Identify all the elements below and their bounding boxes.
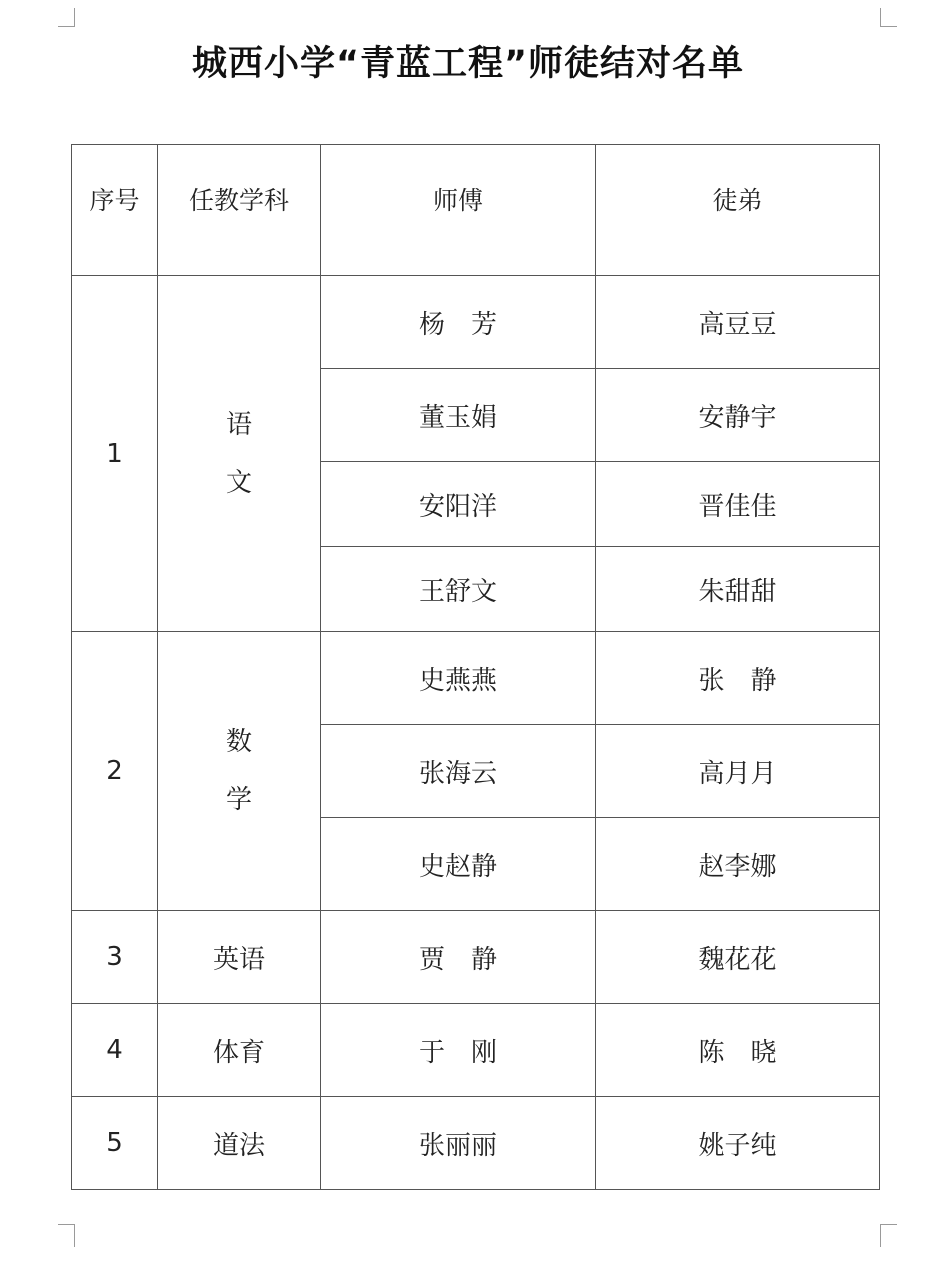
mentor-cell: 史赵静	[321, 818, 596, 911]
apprentice-cell: 朱甜甜	[596, 547, 880, 632]
group-subject	[158, 632, 321, 911]
crop-mark-bottom-left	[58, 1224, 75, 1247]
mentor-cell: 张丽丽	[321, 1097, 596, 1190]
mentor-cell: 史燕燕	[321, 632, 596, 725]
header-index: 序号	[72, 145, 158, 276]
group-subject: 英语	[158, 911, 321, 1004]
subject-char: 语	[225, 409, 252, 440]
apprentice-cell: 高豆豆	[596, 276, 880, 369]
header-subject: 任教学科	[158, 145, 321, 276]
header-apprentice: 徒弟	[596, 145, 880, 276]
mentor-cell: 安阳洋	[321, 462, 596, 547]
subject-char: 文	[225, 467, 252, 498]
table-row	[72, 911, 880, 1004]
apprentice-cell: 安静宇	[596, 369, 880, 462]
apprentice-cell: 姚子纯	[596, 1097, 880, 1190]
mentor-cell: 于 刚	[321, 1004, 596, 1097]
mentor-pairing-table	[71, 144, 880, 1190]
table-row	[72, 276, 880, 369]
mentor-cell: 董玉娟	[321, 369, 596, 462]
apprentice-cell: 晋佳佳	[596, 462, 880, 547]
apprentice-cell: 高月月	[596, 725, 880, 818]
apprentice-cell: 赵李娜	[596, 818, 880, 911]
group-index: 3	[72, 911, 158, 1004]
table-row	[72, 1004, 880, 1097]
mentor-cell: 张海云	[321, 725, 596, 818]
table-header-row	[72, 145, 880, 276]
table-row	[72, 1097, 880, 1190]
apprentice-cell: 陈 晓	[596, 1004, 880, 1097]
header-mentor: 师傅	[321, 145, 596, 276]
subject-char: 数	[225, 727, 252, 757]
subject-char: 学	[225, 785, 252, 815]
mentor-cell: 杨 芳	[321, 276, 596, 369]
apprentice-cell: 张 静	[596, 632, 880, 725]
group-index: 5	[72, 1097, 158, 1190]
mentor-cell: 王舒文	[321, 547, 596, 632]
group-subject: 体育	[158, 1004, 321, 1097]
group-index: 2	[72, 632, 158, 911]
group-index: 4	[72, 1004, 158, 1097]
crop-mark-top-left	[58, 8, 75, 27]
apprentice-cell: 魏花花	[596, 911, 880, 1004]
crop-mark-bottom-right	[880, 1224, 897, 1247]
crop-mark-top-right	[880, 8, 897, 27]
table-row	[72, 632, 880, 725]
mentor-cell: 贾 静	[321, 911, 596, 1004]
group-subject	[158, 276, 321, 632]
document-title: 城西小学“青蓝工程”师徒结对名单	[191, 44, 744, 84]
group-subject: 道法	[158, 1097, 321, 1190]
group-index: 1	[72, 276, 158, 632]
